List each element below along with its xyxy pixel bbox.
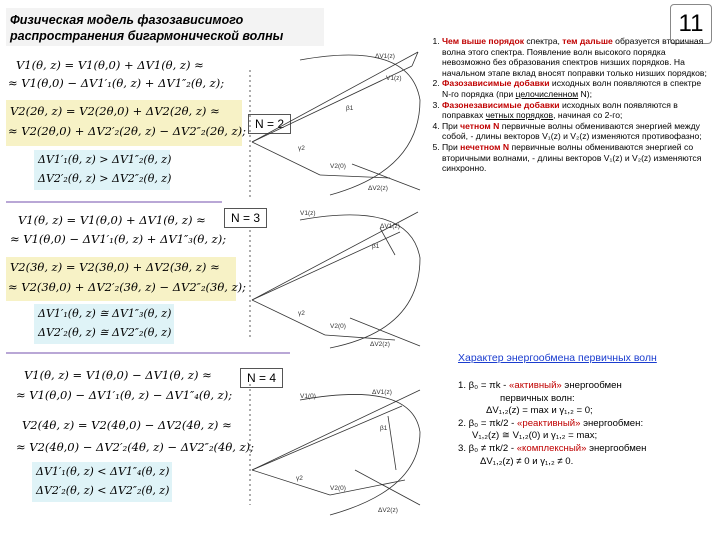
diagram-1-beta-label: β1 — [346, 105, 354, 112]
exchange-item-1 — [458, 380, 718, 393]
formula-n4-3: V2(4θ, z) = V2(4θ,0) − ΔV2(4θ, z) ≈ — [22, 418, 232, 432]
exchange-3-c: ΔV₁,₂(z) ≠ 0 и γ₁,₂ ≠ 0. — [480, 455, 574, 467]
formula-n4-2: ≈ V1(θ,0) − ΔV1′₁(θ, z) − ΔV1″₄(θ, z); — [16, 388, 233, 402]
note-5-text-b: первичные волны обмениваются энергией со вторичными волнами, - длины векторов V₁(z) и V₂(z) изменяются синхронно. — [442, 141, 702, 174]
note-4-text-b: первичные волны обмениваются энергией между собой, - длины векторов V₁(z) и V₂(z) изменяются противофазно; — [442, 120, 702, 142]
title-line-2: распространения бигармонической волны — [10, 29, 284, 43]
note-3-text-b: исходных волн появляются в поправках — [442, 99, 678, 121]
exchange-3-red: «комплексный» — [516, 442, 587, 454]
exchange-item-3 — [458, 443, 718, 456]
exchange-1-c: первичных волн: — [500, 392, 575, 404]
diagram-1-v1z-label: V1(z) — [386, 75, 402, 82]
inequality-n2-1: ΔV1′₁(θ, z) > ΔV1″₂(θ, z) — [38, 153, 172, 166]
title-line-1: Физическая модель фазозависимого — [10, 13, 244, 27]
note-2-text-b: исходных волн появляются в спектре N-го порядка (при — [442, 78, 702, 99]
diagram-2-dv1-label: ΔV1(z) — [380, 223, 400, 230]
exchange-2-b: энергообмен: — [580, 417, 644, 429]
exchange-1-red: «активный» — [509, 380, 562, 391]
vector-diagram-n4 — [250, 384, 420, 515]
note-4-text-a: При — [442, 120, 461, 131]
formula-n2-1: V1(θ, z) = V1(θ,0) + ΔV1(θ, z) ≈ — [16, 58, 204, 72]
diagram-1-dv2-label: ΔV2(z) — [368, 185, 388, 192]
inequality-n2-2: ΔV2′₂(θ, z) > ΔV2″₂(θ, z) — [38, 172, 172, 185]
diagram-1-v20-label: V2(0) — [330, 163, 346, 170]
note-5-text-a: При — [442, 141, 461, 152]
note-4-red: четном N — [460, 120, 500, 131]
diagram-3-v20-label: V2(0) — [330, 485, 346, 492]
formula-n3-4: ≈ V2(3θ,0) + ΔV2′₂(3θ, z) − ΔV2″₂(3θ, z); — [8, 280, 247, 294]
note-2-underline: целочисленном — [515, 88, 579, 99]
exchange-2-red: «реактивный» — [517, 417, 581, 429]
label-n3: N = 3 — [224, 208, 267, 228]
diagram-3-dv1-label: ΔV1(z) — [372, 389, 392, 396]
exchange-1-b: энергообмен — [561, 380, 622, 391]
exchange-3-a: 3. β₀ ≠ πk/2 - — [458, 442, 517, 454]
note-1-red-2: тем дальше — [562, 36, 613, 46]
diagram-2-dv2-label: ΔV2(z) — [370, 341, 390, 348]
exchange-2-c: V₁,₂(z) ≅ V₁,₂(0) и γ₁,₂ = max; — [472, 430, 598, 442]
inequality-n4-1: ΔV1′₁(θ, z) < ΔV1″₄(θ, z) — [36, 465, 170, 478]
note-3-underline: четных порядков — [485, 110, 554, 121]
inequality-n3-1: ΔV1′₁(θ, z) ≅ ΔV1″₃(θ, z) — [38, 307, 172, 320]
exchange-2-a: 2. β₀ = πk/2 - — [458, 417, 518, 429]
note-3-red: Фазонезависимые добавки — [442, 99, 560, 110]
formula-n2-2: ≈ V1(θ,0) − ΔV1′₁(θ, z) + ΔV1″₂(θ, z); — [8, 76, 225, 90]
diagram-2-v20-label: V2(0) — [330, 323, 346, 330]
formula-n2-4: ≈ V2(2θ,0) + ΔV2′₂(2θ, z) − ΔV2″₂(2θ, z); — [8, 124, 247, 138]
diagram-3-v10-label: V1(0) — [300, 393, 316, 400]
formula-n3-2: ≈ V1(θ,0) − ΔV1′₁(θ, z) + ΔV1″₃(θ, z); — [10, 232, 227, 246]
diagram-2-beta-label: β1 — [372, 243, 380, 250]
exchange-title: Характер энергообмена первичных волн — [458, 352, 657, 364]
note-1-text-a: спектра, — [524, 36, 563, 46]
note-5-red: нечетном N — [460, 141, 510, 152]
diagram-2-gamma-label: γ2 — [298, 310, 305, 317]
exchange-1-a: 1. β₀ = πk - — [458, 380, 510, 391]
exchange-list — [458, 380, 718, 468]
note-1-text-b: образуется вторичная волна этого спектра. Появление волн высокого порядка невозможно без образования спектров низших порядков. На начальном этапе вклад вносят поправки только низших порядков; — [442, 36, 707, 78]
inequality-n3-2: ΔV2′₂(θ, z) ≅ ΔV2″₂(θ, z) — [38, 326, 172, 339]
note-1-red: Чем выше порядок — [442, 36, 524, 46]
exchange-1-d: ΔV₁,₂(z) = max и γ₁,₂ = 0; — [486, 405, 593, 417]
note-1 — [442, 36, 710, 78]
label-n2: N = 2 — [248, 114, 291, 134]
note-3-text-c: , начиная со 2-го; — [553, 110, 623, 121]
note-2 — [442, 78, 710, 99]
diagram-1-gamma-label: γ2 — [298, 145, 305, 152]
note-5 — [442, 142, 710, 174]
label-n4: N = 4 — [240, 368, 283, 388]
diagram-1-dv1-label: ΔV1(z) — [375, 53, 395, 60]
diagram-3-gamma-label: γ2 — [296, 475, 303, 482]
formula-n4-4: ≈ V2(4θ,0) − ΔV2′₂(4θ, z) − ΔV2″₂(4θ, z); — [16, 440, 255, 454]
note-2-red: Фазозависимые добавки — [442, 78, 550, 89]
exchange-item-2 — [458, 418, 718, 431]
formula-n2-3: V2(2θ, z) = V2(2θ,0) + ΔV2(2θ, z) ≈ — [10, 104, 220, 118]
note-2-text-c: N); — [578, 88, 592, 99]
formula-n3-1: V1(θ, z) = V1(θ,0) + ΔV1(θ, z) ≈ — [18, 213, 206, 227]
diagram-2-v1z-label: V1(z) — [300, 210, 316, 217]
note-4 — [442, 121, 710, 142]
exchange-3-b: энергообмен — [586, 442, 647, 454]
slide-number: 11 — [670, 4, 712, 44]
diagram-3-beta-label: β1 — [380, 425, 388, 432]
notes-list — [428, 36, 710, 174]
inequality-n4-2: ΔV2′₂(θ, z) < ΔV2″₂(θ, z) — [36, 484, 170, 497]
formula-n4-1: V1(θ, z) = V1(θ,0) − ΔV1(θ, z) ≈ — [24, 368, 212, 382]
diagram-3-dv2-label: ΔV2(z) — [378, 507, 398, 514]
formula-n3-3: V2(3θ, z) = V2(3θ,0) + ΔV2(3θ, z) ≈ — [10, 260, 220, 274]
note-3 — [442, 100, 710, 121]
